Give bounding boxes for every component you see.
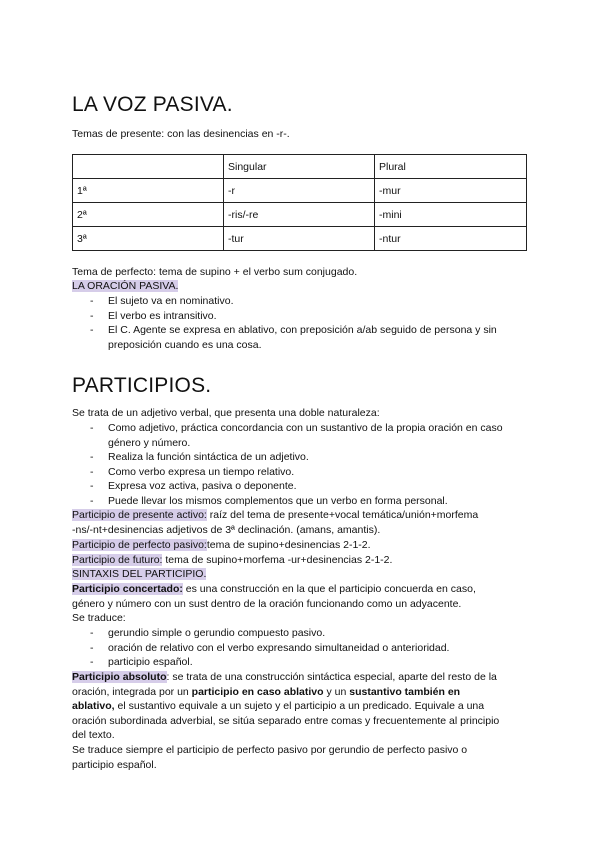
part-futuro-line: [72, 553, 392, 568]
absoluto-text1: : se trata de una construcción sintáctica especial, aparte del resto de la: [166, 671, 497, 683]
absoluto-l2b: participio en caso ablativo: [191, 686, 324, 698]
list-item: - Realiza la función sintáctica de un adjetivo.: [72, 450, 532, 465]
table-cell: 2ª: [73, 203, 224, 227]
table-cell: -tur: [224, 227, 375, 251]
list-item: - El sujeto va en nominativo.: [72, 294, 532, 309]
concertado-label: Participio concertado:: [72, 583, 183, 595]
list-item: - gerundio simple o gerundio compuesto pasivo.: [72, 626, 532, 641]
table-header-cell: Plural: [375, 155, 527, 179]
title-participios: PARTICIPIOS.: [72, 374, 212, 397]
absoluto-line1: [72, 670, 497, 685]
table-row: [73, 203, 527, 227]
table-header-row: [73, 155, 527, 179]
part-presente-label: Participio de presente activo:: [72, 509, 207, 521]
list-item: - El verbo es intransitivo.: [72, 309, 532, 324]
list-item: - Como verbo expresa un tiempo relativo.: [72, 465, 532, 480]
tema-perfecto-text: Tema de perfecto: tema de supino + el verbo sum conjugado.: [72, 266, 358, 278]
oracion-pasiva-list: [72, 294, 532, 352]
part-perfecto-label: Participio de perfecto pasivo:: [72, 539, 207, 551]
part-presente-text2: -ns/-nt+desinencias adjetivos de 3ª declinación. (amans, amantis).: [72, 524, 381, 536]
table-row: [73, 179, 527, 203]
list-item: - oración de relativo con el verbo expresando simultaneidad o anterioridad.: [72, 641, 532, 656]
concertado-line1: [72, 582, 476, 597]
table-cell: -mur: [375, 179, 527, 203]
list-item: - Expresa voz activa, pasiva o deponente.: [72, 479, 532, 494]
table-header-cell: Singular: [224, 155, 375, 179]
part-futuro-text: tema de supino+morfema -ur+desinencias 2-1-2.: [162, 554, 393, 566]
absoluto-line4: oración subordinada adverbial, se sitúa separado entre comas y frecuentemente al principio: [72, 715, 500, 727]
table-cell: 3ª: [73, 227, 224, 251]
sintaxis-heading-line: [72, 567, 206, 582]
absoluto-line5: del texto.: [72, 729, 115, 741]
desinencias-table: [72, 154, 527, 251]
absoluto-l3a: ablativo,: [72, 700, 115, 712]
participios-list: [72, 421, 532, 508]
participios-intro: Se trata de un adjetivo verbal, que presenta una doble naturaleza:: [72, 407, 380, 419]
part-perfecto-text: tema de supino+desinencias 2-1-2.: [206, 539, 371, 551]
table-cell: -mini: [375, 203, 527, 227]
part-presente-text1: raíz del tema de presente+vocal temática/unión+morfema: [206, 509, 479, 521]
table-header-cell: [73, 155, 224, 179]
absoluto-l2c: y un: [323, 686, 350, 698]
oracion-pasiva-heading-line: [72, 279, 178, 294]
concertado-text2: género y número con un sust dentro de la oración funcionando como un adyacente.: [72, 598, 462, 610]
list-item: - Puede llevar los mismos complementos que un verbo en forma personal.: [72, 494, 532, 509]
table-cell: 1ª: [73, 179, 224, 203]
table-row: [73, 227, 527, 251]
part-futuro-label: Participio de futuro:: [72, 554, 163, 566]
absoluto-line2: [72, 685, 460, 700]
table-cell: -ntur: [375, 227, 527, 251]
absoluto-l2a: oración, integrada por un: [72, 686, 192, 698]
list-item: - participio español.: [72, 655, 532, 670]
absoluto-l2d: sustantivo también en: [349, 686, 461, 698]
sintaxis-heading: SINTAXIS DEL PARTICIPIO.: [72, 568, 207, 580]
absoluto-label: Participio absoluto: [72, 671, 167, 683]
list-item: - El C. Agente se expresa en ablativo, con preposición a/ab seguido de persona y sin preposición cuando es una cosa.: [72, 323, 532, 352]
temas-presente-text: Temas de presente: con las desinencias en -r-.: [72, 128, 290, 140]
traduce-list: [72, 626, 532, 670]
absoluto-l3b: el sustantivo equivale a un sujeto y el participio a un predicado. Equivale a una: [114, 700, 485, 712]
se-traduce-label: Se traduce:: [72, 612, 126, 624]
table-cell: -r: [224, 179, 375, 203]
title-voz-pasiva: LA VOZ PASIVA.: [72, 93, 233, 116]
part-presente-line1: [72, 508, 478, 523]
table-cell: -ris/-re: [224, 203, 375, 227]
absoluto-line3: [72, 699, 484, 714]
final-line2: participio español.: [72, 759, 157, 771]
final-line1: Se traduce siempre el participio de perfecto pasivo por gerundio de perfecto pasivo o: [72, 744, 468, 756]
list-item: - Como adjetivo, práctica concordancia con un sustantivo de la propia oración en caso género y número.: [72, 421, 532, 450]
oracion-pasiva-heading: LA ORACIÓN PASIVA.: [72, 280, 179, 292]
concertado-text1: es una construcción en la que el participio concuerda en caso,: [182, 583, 476, 595]
part-perfecto-line: [72, 538, 371, 553]
